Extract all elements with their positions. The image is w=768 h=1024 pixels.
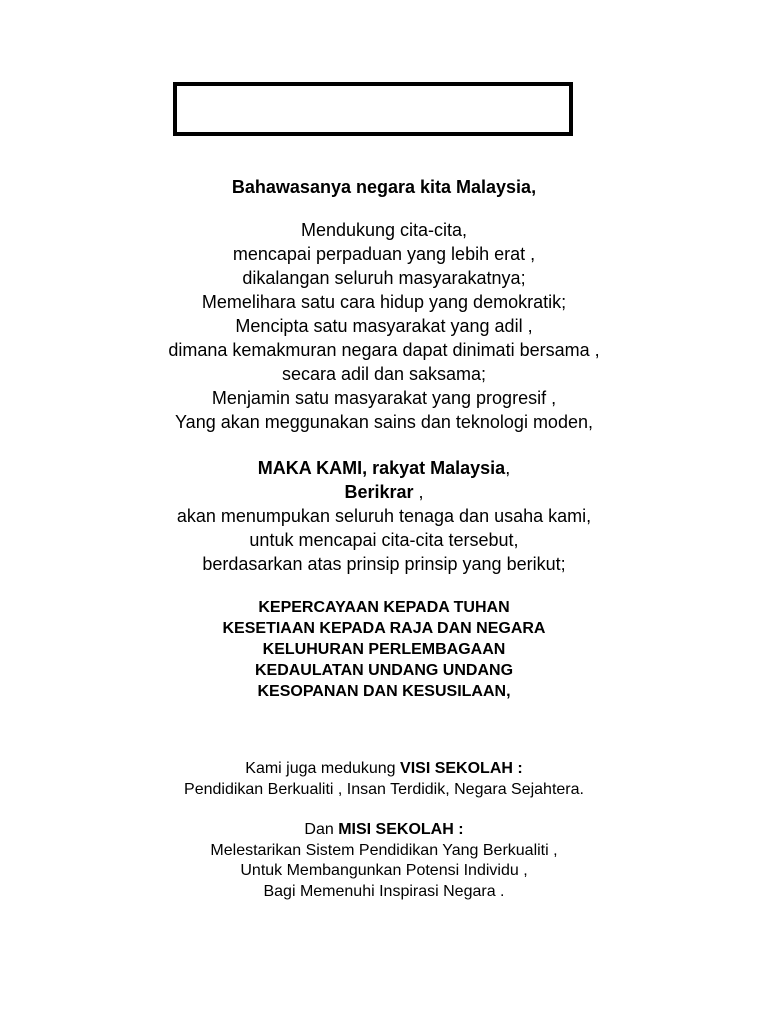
principle-line: KEPERCAYAAN KEPADA TUHAN (258, 599, 510, 616)
title-box (173, 82, 573, 136)
opening-line: Bahawasanya negara kita Malaysia, (231, 177, 537, 197)
visi-label: VISI SEKOLAH : (400, 760, 523, 777)
aspiration-line: Memelihara satu cara hidup yang demokratik; (201, 292, 567, 312)
aspiration-line: dimana kemakmuran negara dapat dinimati bersama , (168, 340, 600, 360)
aspiration-line: Menjamin satu masyarakat yang progresif , (211, 388, 557, 408)
aspiration-line: mencapai perpaduan yang lebih erat , (232, 244, 536, 264)
declaration-line: berdasarkan atas prinsip prinsip yang berikut; (202, 554, 566, 574)
visi-prefix: Kami juga medukung (245, 760, 401, 777)
principle-line: KEDAULATAN UNDANG UNDANG (254, 662, 514, 679)
visi-heading (0, 761, 768, 777)
aspiration-line: dikalangan seluruh masyarakatnya; (242, 268, 526, 288)
misi-line: Untuk Membangunkan Potensi Individu , (240, 862, 528, 879)
misi-line: Melestarikan Sistem Pendidikan Yang Berkualiti , (210, 842, 558, 859)
berikrar-line (0, 483, 768, 501)
aspiration-line: secara adil dan saksama; (281, 364, 487, 384)
declaration-line: untuk mencapai cita-cita tersebut, (249, 530, 519, 550)
berikrar-text: Berikrar (344, 482, 414, 502)
principle-line: KESETIAAN KEPADA RAJA DAN NEGARA (222, 620, 546, 637)
aspiration-line: Mendukung cita-cita, (300, 220, 468, 240)
misi-label: MISI SEKOLAH : (338, 821, 464, 838)
misi-line: Bagi Memenuhi Inspirasi Negara . (263, 883, 505, 900)
principle-line: KELUHURAN PERLEMBAGAAN (262, 641, 506, 658)
maka-kami-text: MAKA KAMI, rakyat Malaysia (257, 458, 506, 478)
declaration-line: akan menumpukan seluruh tenaga dan usaha kami, (176, 506, 592, 526)
berikrar-comma: , (413, 482, 424, 502)
aspiration-line: Yang akan meggunakan sains dan teknologi moden, (175, 412, 593, 432)
visi-text: Pendidikan Berkualiti , Insan Terdidik, Negara Sejahtera. (184, 781, 584, 798)
declaration-heading (0, 459, 768, 477)
misi-heading (0, 822, 768, 838)
maka-kami-comma: , (505, 458, 511, 478)
misi-prefix: Dan (304, 821, 339, 838)
aspiration-line: Mencipta satu masyarakat yang adil , (235, 316, 533, 336)
principle-line: KESOPANAN DAN KESUSILAAN, (257, 683, 511, 700)
